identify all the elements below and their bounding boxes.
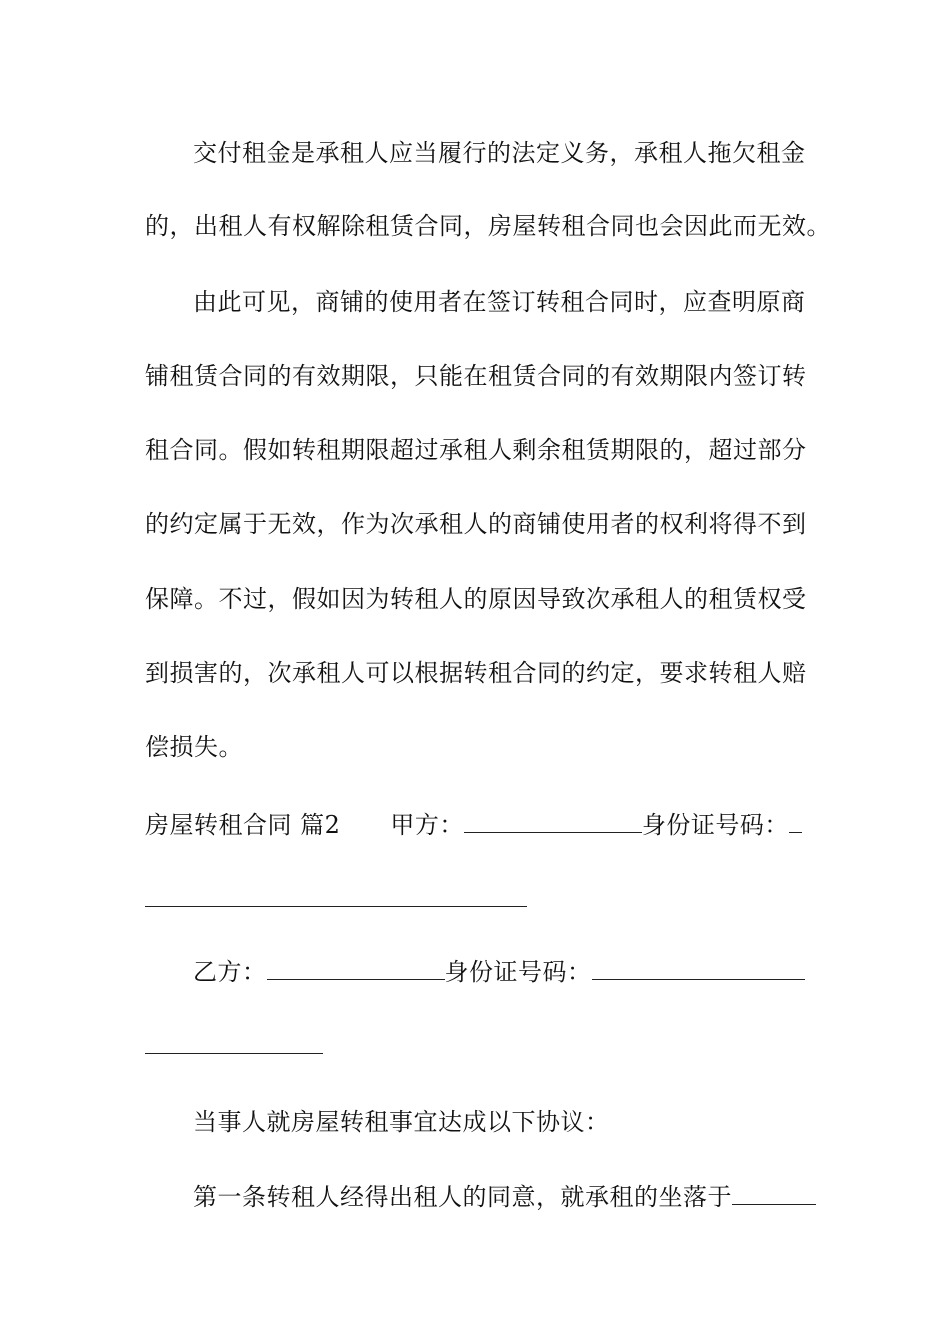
paragraph-2-line-6: 到损害的，次承租人可以根据转租合同的约定，要求转租人赔 bbox=[145, 659, 807, 687]
article-1-text: 第一条转租人经得出租人的同意，就承租的坐落于 bbox=[193, 1183, 732, 1211]
party-b-id-blank-continued bbox=[145, 1053, 323, 1054]
section-2-header-line bbox=[145, 809, 810, 841]
paragraph-2-line-5: 保障。不过，假如因为转租人的原因导致次承租人的租赁权受 bbox=[145, 585, 807, 613]
party-a-name-blank bbox=[464, 810, 642, 833]
paragraph-1-line-1: 交付租金是承租人应当履行的法定义务，承租人拖欠租金 bbox=[193, 139, 806, 167]
party-a-id-label: 身份证号码： bbox=[641, 811, 789, 839]
party-a-id-blank-start bbox=[789, 810, 802, 833]
party-b-id-blank-start bbox=[592, 957, 805, 980]
paragraph-2-line-4: 的约定属于无效，作为次承租人的商铺使用者的权利将得不到 bbox=[145, 510, 807, 538]
paragraph-2-line-3: 租合同。假如转租期限超过承租人剩余租赁期限的，超过部分 bbox=[145, 436, 807, 464]
property-location-blank bbox=[732, 1182, 816, 1205]
paragraph-2-line-2: 铺租赁合同的有效期限，只能在租赁合同的有效期限内签订转 bbox=[145, 362, 807, 390]
party-b-label: 乙方： bbox=[193, 958, 267, 986]
party-b-id-label: 身份证号码： bbox=[444, 958, 592, 986]
party-b-name-blank bbox=[267, 957, 445, 980]
party-a-id-blank-continued bbox=[145, 906, 527, 907]
party-a-label: 甲方： bbox=[390, 811, 464, 839]
party-b-line bbox=[193, 956, 810, 988]
agreement-intro: 当事人就房屋转租事宜达成以下协议： bbox=[193, 1108, 610, 1136]
paragraph-2-line-7: 偿损失。 bbox=[145, 733, 243, 761]
article-1-line bbox=[193, 1181, 810, 1213]
paragraph-1-line-2: 的，出租人有权解除租赁合同，房屋转租合同也会因此而无效。 bbox=[145, 212, 831, 240]
paragraph-2-line-1: 由此可见，商铺的使用者在签订转租合同时，应查明原商 bbox=[193, 288, 806, 316]
section-2-title: 房屋转租合同 篇2 bbox=[145, 811, 341, 839]
